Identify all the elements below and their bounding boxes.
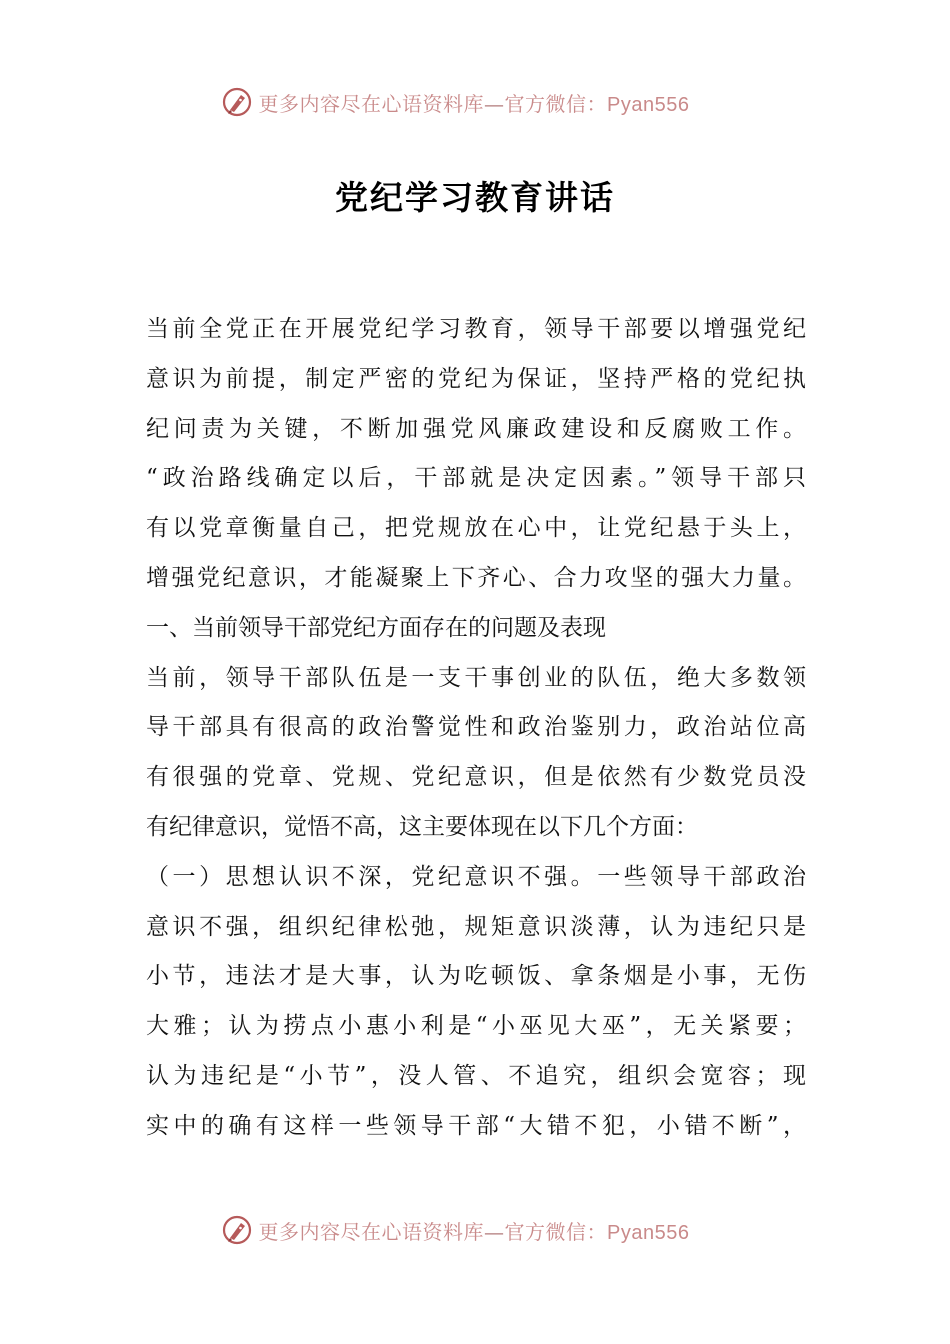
watermark-text — [259, 1216, 690, 1245]
body-line: 当前，领导干部队伍是一支干事创业的队伍，绝大多数领 — [146, 664, 806, 691]
body-line: （一）思想认识不深，党纪意识不强。一些领导干部政治 — [146, 863, 806, 890]
header-watermark — [0, 82, 950, 122]
body-line: 有以党章衡量自己，把党规放在心中，让党纪悬于头上， — [146, 515, 806, 542]
watermark-text — [259, 88, 690, 117]
watermark-dash: — — [484, 91, 505, 116]
body-line: 意识不强，组织纪律松弛，规矩意识淡薄，认为违纪只是 — [146, 913, 806, 940]
watermark-suffix: 官方微信： — [504, 91, 608, 116]
watermark-brand: 更多内容尽在心语资料库 — [258, 1219, 485, 1244]
fountain-pen-icon — [221, 86, 253, 118]
body-line: 实中的确有这样一些领导干部“大错不犯，小错不断”， — [146, 1112, 806, 1139]
watermark-wechat-id: Pyan556 — [607, 93, 690, 116]
body-line: 有很强的党章、党规、党纪意识，但是依然有少数党员没 — [146, 764, 806, 791]
body-line: 有纪律意识，觉悟不高，这主要体现在以下几个方面： — [146, 813, 698, 840]
body-line: 认为违纪是“小节”，没人管、不追究，组织会宽容；现 — [146, 1062, 806, 1089]
body-line: 纪问责为关键，不断加强党风廉政建设和反腐败工作。 — [146, 415, 806, 442]
fountain-pen-icon — [221, 1214, 253, 1246]
document-body — [146, 305, 806, 1152]
body-line: 导干部具有很高的政治警觉性和政治鉴别力，政治站位高 — [146, 714, 806, 741]
body-line: 大雅；认为捞点小惠小利是“小巫见大巫”，无关紧要； — [146, 1013, 806, 1040]
body-line: 当前全党正在开展党纪学习教育，领导干部要以增强党纪 — [146, 316, 806, 342]
watermark-suffix: 官方微信： — [504, 1219, 608, 1244]
document-title: 党纪学习教育讲话 — [335, 178, 615, 217]
watermark-dash: — — [484, 1219, 505, 1244]
body-line: 增强党纪意识，才能凝聚上下齐心、合力攻坚的强大力量。 — [146, 564, 806, 591]
body-line: 一、当前领导干部党纪方面存在的问题及表现 — [146, 614, 606, 641]
body-line: 小节，违法才是大事，认为吃顿饭、拿条烟是小事，无伤 — [146, 963, 806, 990]
footer-watermark — [0, 1210, 950, 1250]
body-line: “政治路线确定以后，干部就是决定因素。”领导干部只 — [146, 465, 806, 492]
watermark-wechat-id: Pyan556 — [607, 1221, 690, 1244]
watermark-brand: 更多内容尽在心语资料库 — [258, 91, 485, 116]
body-line: 意识为前提，制定严密的党纪为保证，坚持严格的党纪执 — [146, 365, 806, 392]
